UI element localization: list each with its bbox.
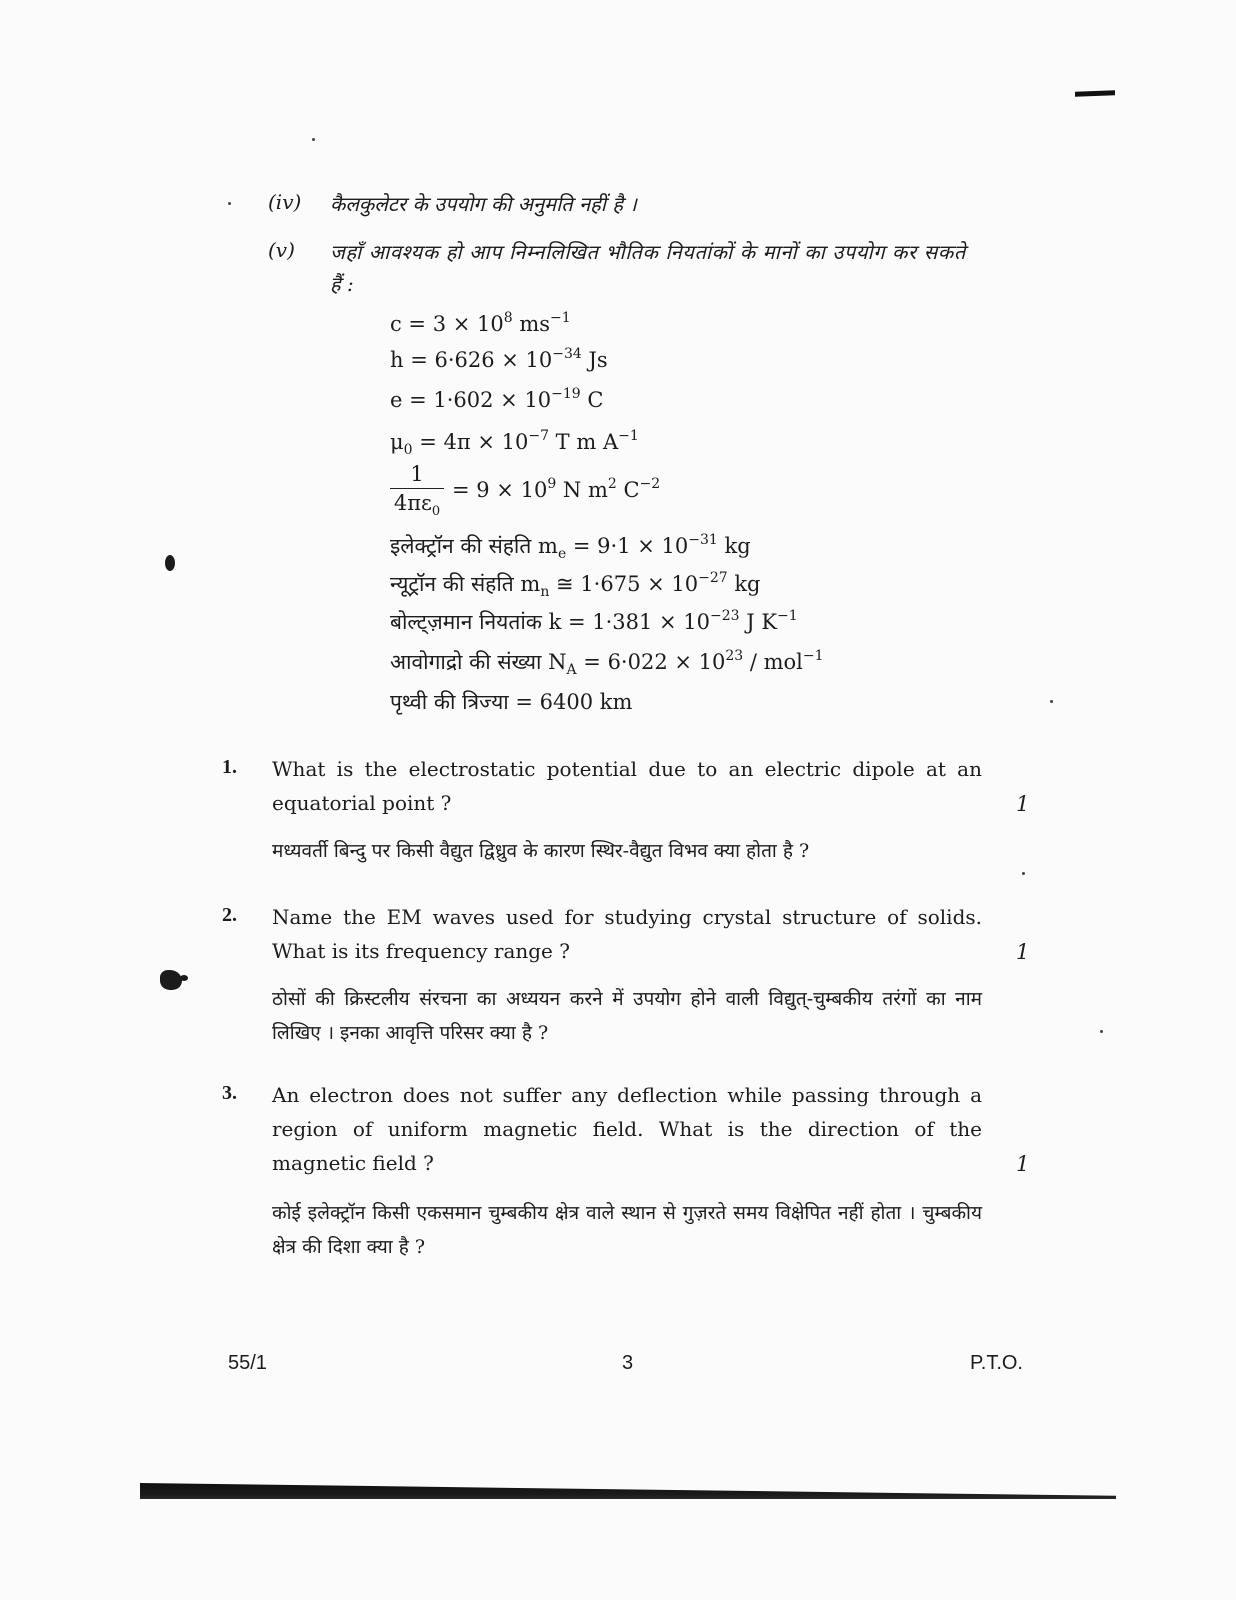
question-text-hi: कोई इलेक्ट्रॉन किसी एकसमान चुम्बकीय क्षेत्र वाले स्थान से गुज़रते समय विक्षेपित नहीं होता । चुम्बकीय क्षेत्र की दिशा क्या है ? — [272, 1202, 982, 1258]
constant-h: $h = 6\cdot 626 \times 10^{-34}$ Js — [390, 346, 608, 372]
instruction-number: (v) — [268, 238, 295, 262]
question-text-en: Name the EM waves used for studying crystal structure of solids. What is its frequency range ? — [272, 905, 982, 963]
constant-coulomb: = $9 \times 10^9$ N $m^2$ $C^{-2}$ — [452, 476, 661, 502]
constant-c: $c = 3 \times 10^8$ $ms^{-1}$ — [390, 310, 571, 336]
speck — [1022, 872, 1025, 875]
speck — [1100, 1030, 1103, 1033]
instruction-text: कैलकुलेटर के उपयोग की अनुमति नहीं है । — [330, 192, 637, 216]
constant-me: इलेक्ट्रॉन की संहति $m_e = 9\cdot 1 \times 10^{-31}$ kg — [390, 532, 751, 562]
constant-mn: न्यूट्रॉन की संहति $m_n$ ≅ $1\cdot 675 \times 10^{-27}$ kg — [390, 570, 761, 600]
question-text-hi: मध्यवर्ती बिन्दु पर किसी वैद्युत द्विध्रुव के कारण स्थिर-वैद्युत विभव क्या होता है ? — [272, 840, 810, 862]
speck — [312, 138, 315, 141]
coulomb-fraction: $\frac{1}{4\pi\varepsilon_0}$ — [390, 462, 444, 519]
question-number: 1. — [222, 756, 237, 778]
paper-code: 55/1 — [228, 1352, 267, 1374]
instruction-number: (iv) — [268, 190, 302, 214]
question-marks: 1 — [1016, 792, 1030, 816]
constant-NA: आवोगाद्रो की संख्या $N_A = 6\cdot 022 \times 10^{23} / mol^{-1}$ — [390, 648, 824, 678]
ink-blot — [180, 975, 188, 981]
question-marks: 1 — [1016, 940, 1030, 964]
question-text-en: What is the electrostatic potential due to an electric dipole at an equatorial point ? — [272, 757, 982, 815]
question-number: 2. — [222, 904, 237, 926]
ink-blot — [165, 555, 175, 571]
speck — [1050, 700, 1053, 703]
constant-mu0: $\mu_0 = 4\pi \times 10^{-7}$ T m $A^{-1}$ — [390, 428, 639, 458]
ink-blot — [160, 970, 182, 990]
pto-label: P.T.O. — [970, 1352, 1023, 1374]
question-text-hi: ठोसों की क्रिस्टलीय संरचना का अध्ययन करने में उपयोग होने वाली विद्युत्-चुम्बकीय तरंगों का नाम लिखिए । इनका आवृत्ति परिसर क्या है ? — [272, 988, 982, 1044]
speck — [228, 202, 231, 205]
question-text-en: An electron does not suffer any deflection while passing through a region of uniform magnetic field. What is the direction of the magnetic field ? — [272, 1083, 982, 1175]
constant-k: बोल्ट्ज़मान नियतांक $k = 1\cdot 381 \times 10^{-23}$ J $K^{-1}$ — [390, 608, 798, 634]
bottom-rule — [140, 1483, 1116, 1499]
question-marks: 1 — [1016, 1152, 1030, 1176]
page-number: 3 — [622, 1352, 634, 1374]
question-number: 3. — [222, 1082, 237, 1104]
constant-e: $e = 1\cdot 602 \times 10^{-19}$ C — [390, 386, 604, 412]
instruction-text: जहाँ आवश्यक हो आप निम्नलिखित भौतिक नियतांकों के मानों का उपयोग कर सकते — [330, 240, 966, 264]
instruction-text: हैं : — [330, 272, 354, 296]
top-rule — [1075, 90, 1115, 96]
constant-R: पृथ्वी की त्रिज्या = 6400 km — [390, 690, 633, 714]
